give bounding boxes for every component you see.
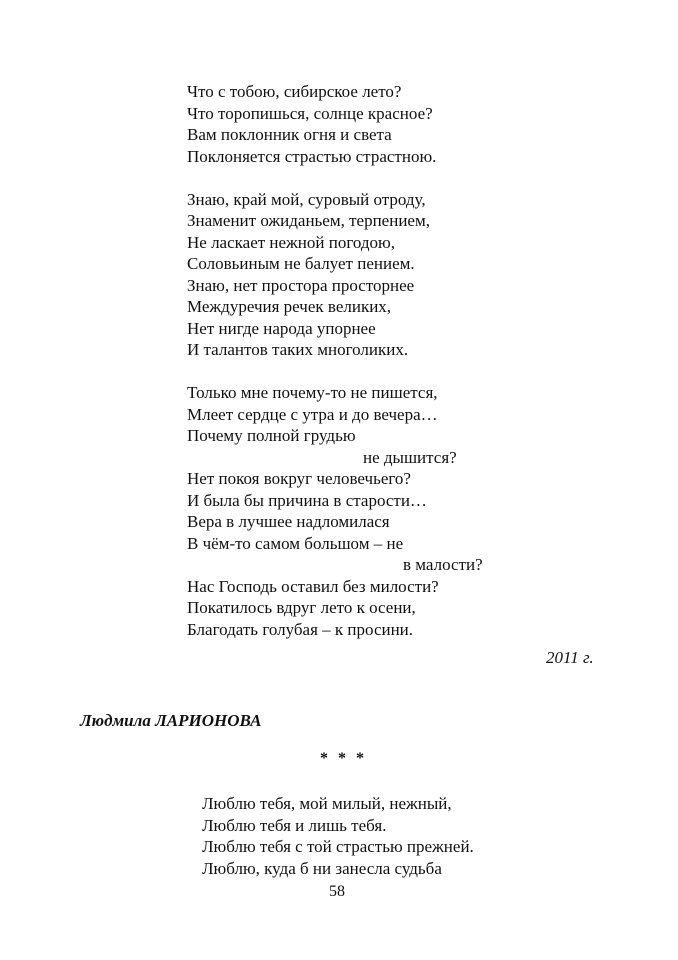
poem-line-indented: не дышится? (363, 447, 457, 467)
poem-line: Люблю тебя, мой милый, нежный, (202, 794, 452, 813)
poem-line: Вам поклонник огня и света (187, 125, 392, 144)
poem-second (202, 793, 474, 879)
poem-line: Что торопишься, солнце красное? (187, 103, 433, 123)
poem-line: Не ласкает нежной погодою, (187, 232, 396, 252)
poem-line: Нет нигде народа упорнее (187, 318, 376, 338)
poem-line: Что с тобою, сибирское лето? (187, 82, 402, 101)
section-separator: * * * (320, 750, 367, 767)
poem-line: Люблю, куда б ни занесла судьба (202, 858, 442, 878)
poem-line: Соловьиным не балует пением. (187, 254, 415, 273)
poem-line: В чём-то самом большом – не (187, 533, 404, 553)
poem-line: Млеет сердце с утра и до вечера… (187, 404, 438, 424)
poem-first (187, 81, 483, 640)
poem-date: 2011 г. (546, 648, 594, 667)
poem-line: И была бы причина в старости… (187, 490, 427, 510)
poem-line: Люблю тебя с той страстью прежней. (202, 837, 474, 856)
poem-line: Почему полной грудью (187, 426, 356, 445)
poem-line: Вера в лучшее надломилася (187, 512, 390, 531)
poem-line: Знаю, край мой, суровый отроду, (187, 189, 426, 209)
poem-line: И талантов таких многоликих. (187, 340, 409, 359)
stanza-gap (187, 167, 483, 189)
poem-line: Благодать голубая – к просини. (187, 619, 414, 639)
author-name: Людмила ЛАРИОНОВА (80, 711, 262, 730)
poem-line-indented: в малости? (403, 555, 483, 574)
poem-line: Покатилось вдруг лето к осени, (187, 598, 416, 617)
poem-line: Знаю, нет простора просторнее (187, 275, 415, 295)
poem-line: Междуречия речек великих, (187, 297, 392, 316)
poem-line: Только мне почему-то не пишется, (187, 383, 438, 402)
poem-line: Нас Господь оставил без милости? (187, 576, 439, 596)
page-number: 58 (329, 883, 345, 900)
poem-line: Нет покоя вокруг человечьего? (187, 469, 411, 488)
poem-line: Знаменит ожиданьем, терпением, (187, 211, 430, 230)
poem-line: Поклоняется страстью страстною. (187, 146, 437, 166)
stanza-gap (187, 361, 483, 383)
poem-line: Люблю тебя и лишь тебя. (202, 815, 387, 835)
